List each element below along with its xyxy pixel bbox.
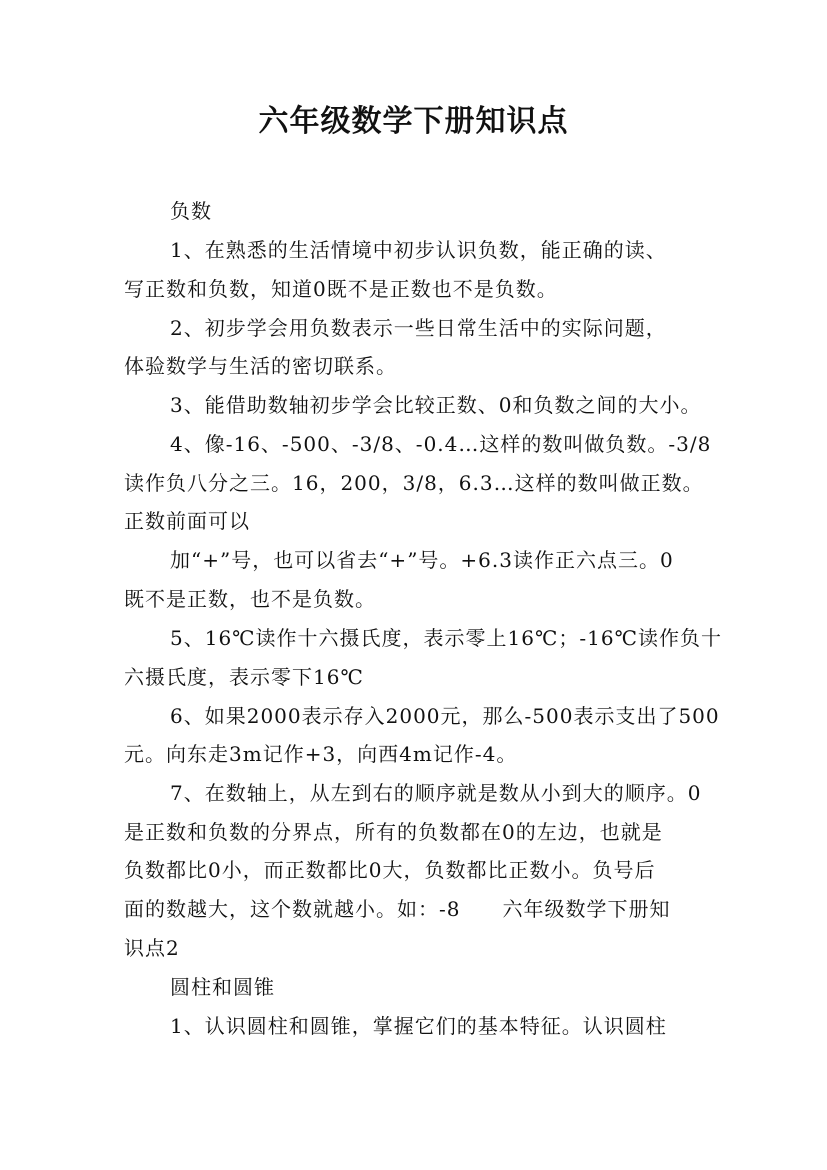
paragraph-line: 6、如果2000表示存入2000元，那么-500表示支出了500 (170, 704, 720, 728)
paragraph-line: 是正数和负数的分界点，所有的负数都在0的左边，也就是 (124, 820, 663, 844)
paragraph-line: 2、初步学会用负数表示一些日常生活中的实际问题， (170, 316, 667, 340)
paragraph-line: 5、16℃读作十六摄氏度，表示零上16℃；-16℃读作负十 (170, 626, 722, 650)
paragraph-line: 7、在数轴上，从左到右的顺序就是数从小到大的顺序。0 (170, 781, 702, 805)
paragraph-line: 正数前面可以 (124, 509, 250, 533)
paragraph-line: 加“+”号，也可以省去“+”号。+6.3读作正六点三。0 (170, 548, 674, 572)
paragraph-line: 元。向东走3m记作+3，向西4m记作-4。 (124, 742, 518, 766)
section-heading-cylinder-cone: 圆柱和圆锥 (170, 975, 275, 999)
paragraph-line: 六摄氏度，表示零下16℃ (124, 665, 364, 689)
paragraph-line: 体验数学与生活的密切联系。 (124, 354, 397, 378)
paragraph-line: 写正数和负数，知道0既不是正数也不是负数。 (124, 277, 558, 301)
section-heading-negative-numbers: 负数 (170, 199, 212, 223)
paragraph-line: 负数都比0小，而正数都比0大，负数都比正数小。负号后 (124, 858, 656, 882)
paragraph-line: 识点2 (124, 936, 180, 960)
paragraph-line: 读作负八分之三。16，200，3/8，6.3…这样的数叫做正数。 (124, 471, 704, 495)
paragraph-line: 4、像-16、-500、-3/8、-0.4…这样的数叫做负数。-3/8 (170, 432, 712, 456)
paragraph-line: 既不是正数，也不是负数。 (124, 587, 376, 611)
paragraph-line: 1、认识圆柱和圆锥，掌握它们的基本特征。认识圆柱 (170, 1014, 667, 1038)
paragraph-line: 3、能借助数轴初步学会比较正数、0和负数之间的大小。 (170, 393, 702, 417)
page-title: 六年级数学下册知识点 (258, 104, 569, 139)
paragraph-line: 面的数越大，这个数就越小。如：-8 六年级数学下册知 (124, 897, 671, 921)
paragraph-line: 1、在熟悉的生活情境中初步认识负数，能正确的读、 (170, 238, 667, 262)
